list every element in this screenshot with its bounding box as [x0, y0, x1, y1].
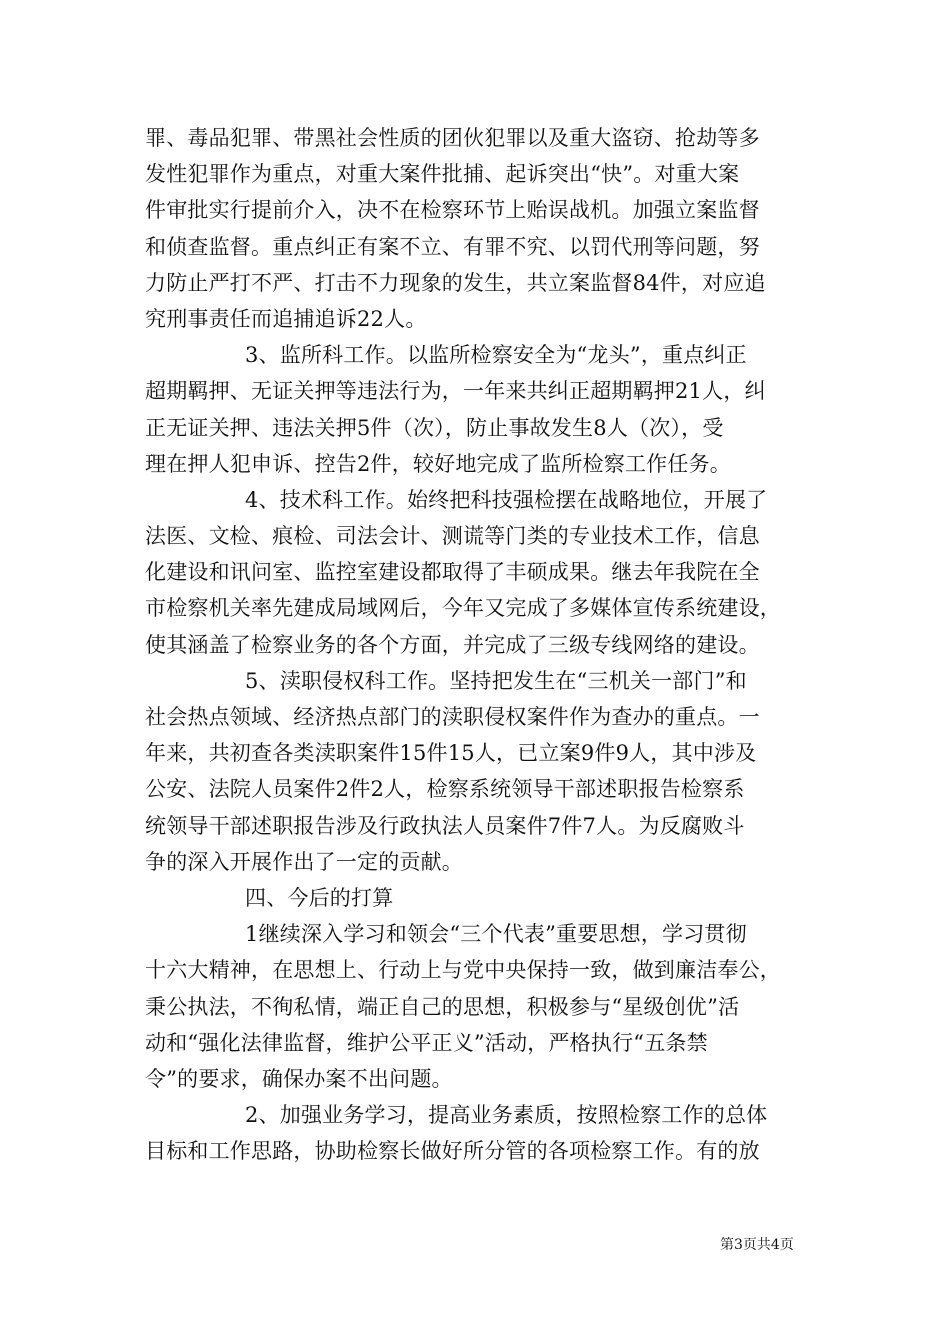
text-line: 使其涵盖了检察业务的各个方面，并完成了三级专线网络的建设。	[145, 632, 760, 657]
section-heading: 四、今后的打算	[245, 885, 394, 910]
text-line: 争的深入开展作出了一定的贡献。	[145, 849, 463, 874]
paragraph-heading-4: 4、技术科工作。始终把科技强检摆在战略地位，开展了	[245, 487, 768, 512]
paragraph-heading-3: 3、监所科工作。以监所检察安全为“龙头”，重点纠正	[245, 343, 747, 368]
text-line: 力防止严打不严、打击不力现象的发生，共立案监督84件，对应追	[145, 270, 766, 295]
text-line: 十六大精神，在思想上、行动上与党中央保持一致，做到廉洁奉公，	[145, 958, 781, 983]
text-line: 究刑事责任而追捕追诉22人。	[145, 306, 427, 331]
text-line: 令”的要求，确保办案不出问题。	[145, 1066, 453, 1091]
text-line: 统领导干部述职报告涉及行政执法人员案件7件7人。为反腐败斗	[145, 813, 745, 838]
text-line: 和侦查监督。重点纠正有案不立、有罪不究、以罚代刑等问题，努	[145, 234, 760, 259]
text-line: 目标和工作思路，协助检察长做好所分管的各项检察工作。有的放	[145, 1139, 760, 1164]
text-line: 法医、文检、痕检、司法会计、测谎等门类的专业技术工作，信息	[145, 524, 760, 549]
text-line: 发性犯罪作为重点，对重大案件批捕、起诉突出“快”。对重大案	[145, 162, 740, 187]
paragraph-item-1: 1继续深入学习和领会“三个代表”重要思想，学习贯彻	[245, 922, 747, 947]
text-line: 化建设和讯问室、监控室建设都取得了丰硕成果。继去年我院在全	[145, 560, 760, 585]
text-line: 正无证关押、违法关押5件（次），防止事故发生8人（次），受	[145, 415, 724, 440]
text-line: 社会热点领域、经济热点部门的渎职侵权案件作为查办的重点。一	[145, 705, 760, 729]
text-line: 件审批实行提前介入，决不在检察环节上贻误战机。加强立案监督	[145, 198, 760, 223]
text-line: 动和“强化法律监督，维护公平正义”活动，严格执行“五条禁	[145, 1030, 708, 1055]
text-line: 公安、法院人员案件2件2人，检察系统领导干部述职报告检察系	[145, 777, 745, 802]
page-number-footer: 第3页共4页	[720, 1237, 794, 1253]
text-line: 理在押人犯申诉、控告2件，较好地完成了监所检察工作任务。	[145, 451, 731, 476]
text-line: 市检察机关率先建成局域网后，今年又完成了多媒体宣传系统建设，	[145, 596, 781, 621]
paragraph-item-2: 2、加强业务学习，提高业务素质，按照检察工作的总体	[245, 1103, 768, 1128]
text-line: 罪、毒品犯罪、带黑社会性质的团伙犯罪以及重大盗窃、抢劫等多	[145, 126, 760, 150]
text-line: 超期羁押、无证关押等违法行为，一年来共纠正超期羁押21人，纠	[145, 379, 766, 404]
text-line: 年来，共初查各类渎职案件15件15人，已立案9件9人，其中涉及	[145, 741, 757, 766]
document-body	[145, 120, 805, 1169]
text-line: 秉公执法，不徇私情，端正自己的思想，积极参与“星级创优”活	[145, 994, 740, 1019]
paragraph-heading-5: 5、渎职侵权科工作。坚持把发生在“三机关一部门”和	[245, 668, 747, 693]
